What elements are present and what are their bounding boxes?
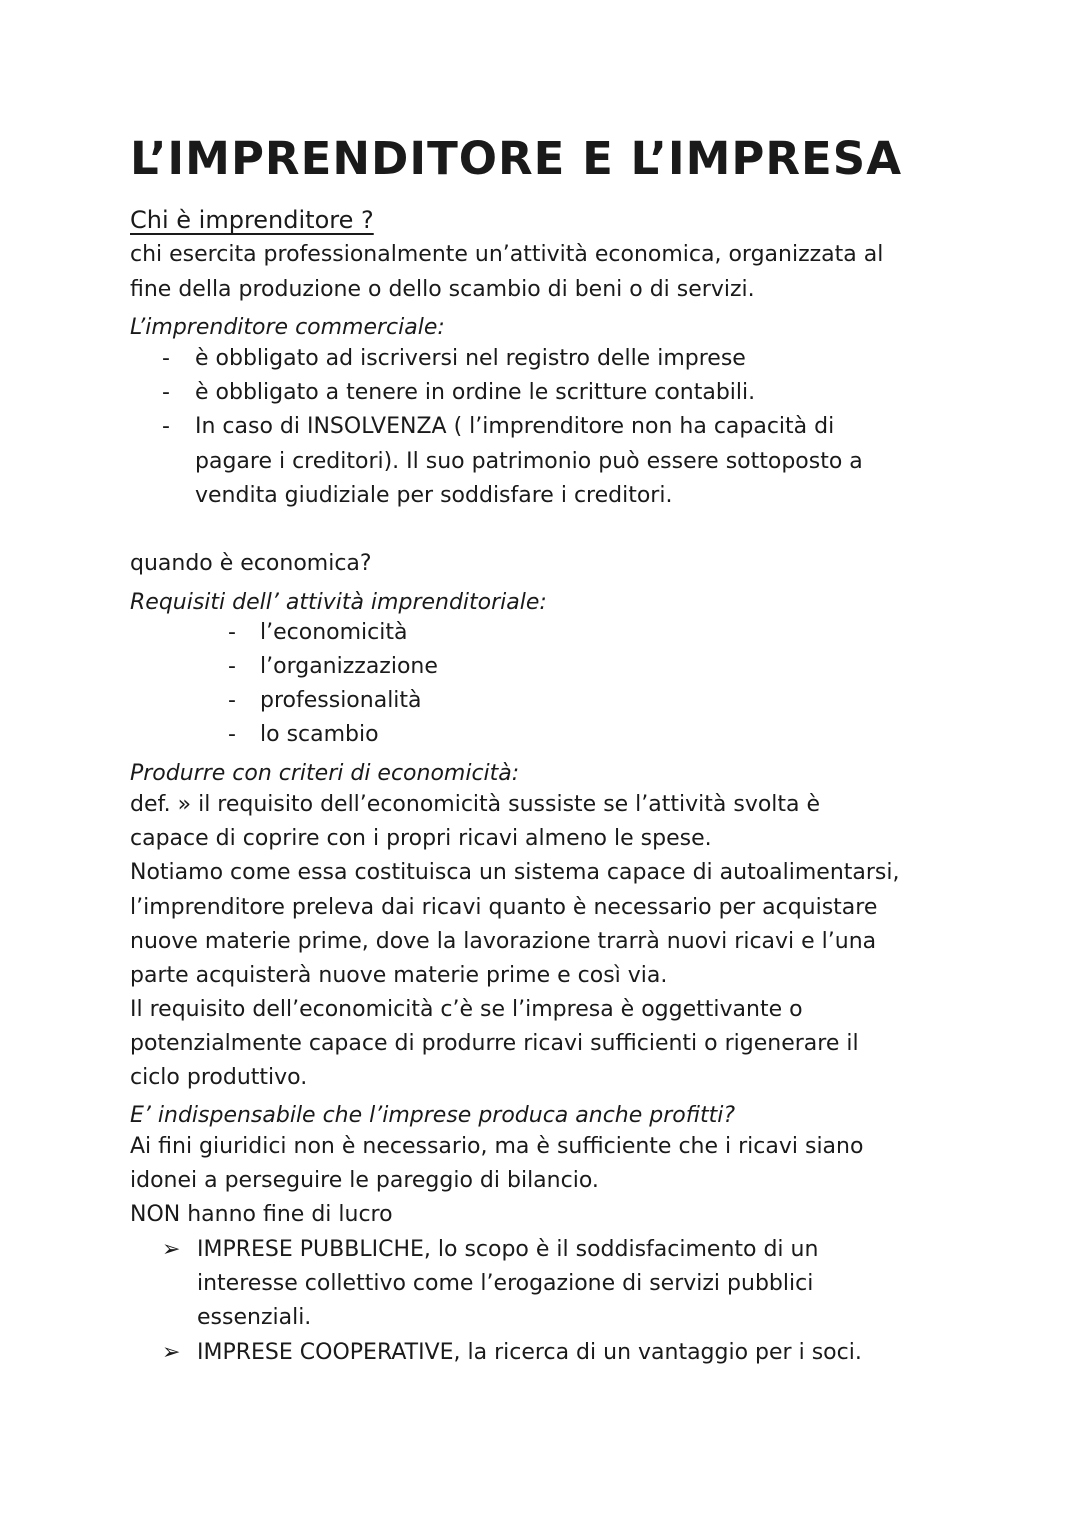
subheading-profitti: E’ indispensabile che l’imprese produca anche profitti? (130, 1103, 735, 1128)
paragraph-line: potenzialmente capace di produrre ricavi sufficienti o rigenerare il (130, 1031, 859, 1056)
requirement-item: l’organizzazione (260, 654, 438, 679)
paragraph-line: Notiamo come essa costituisca un sistema capace di autoalimentarsi, (130, 860, 900, 885)
definition-line: fine della produzione o dello scambio di beni o di servizi. (130, 277, 755, 302)
paragraph-line: Il requisito dell’economicità c’è se l’impresa è oggettivante o (130, 997, 803, 1022)
bullet-dash: - (162, 380, 170, 405)
page-title: L’IMPRENDITORE E L’IMPRESA (130, 132, 903, 185)
paragraph-line: NON hanno fine di lucro (130, 1202, 393, 1227)
list-item: è obbligato a tenere in ordine le scritture contabili. (195, 380, 756, 405)
arrow-bullet-icon: ➢ (162, 1340, 181, 1365)
subheading-produrre: Produrre con criteri di economicità: (130, 761, 520, 786)
paragraph-line: l’imprenditore preleva dai ricavi quanto è necessario per acquistare (130, 895, 878, 920)
paragraph-line: idonei a perseguire le pareggio di bilancio. (130, 1168, 599, 1193)
bullet-dash: - (162, 414, 170, 439)
list-item: In caso di INSOLVENZA ( l’imprenditore non ha capacità di (195, 414, 835, 439)
requirement-item: l’economicità (260, 620, 408, 645)
bullet-dash: - (228, 620, 236, 645)
paragraph-line: def. » il requisito dell’economicità sussiste se l’attività svolta è (130, 792, 821, 817)
definition-line: chi esercita professionalmente un’attività economica, organizzata al (130, 242, 884, 267)
bullet-dash: - (228, 654, 236, 679)
list-item-continuation: pagare i creditori). Il suo patrimonio può essere sottoposto a (195, 449, 863, 474)
question-line: quando è economica? (130, 551, 372, 576)
requirement-item: lo scambio (260, 722, 379, 747)
bullet-dash: - (228, 688, 236, 713)
arrow-bullet-icon: ➢ (162, 1237, 181, 1262)
bullet-dash: - (162, 346, 170, 371)
paragraph-line: parte acquisterà nuove materie prime e così via. (130, 963, 668, 988)
bullet-dash: - (228, 722, 236, 747)
paragraph-line: ciclo produttivo. (130, 1065, 308, 1090)
list-item-continuation: interesse collettivo come l’erogazione di servizi pubblici (197, 1271, 814, 1296)
list-item-continuation: essenziali. (197, 1305, 312, 1330)
list-item-continuation: vendita giudiziale per soddisfare i creditori. (195, 483, 673, 508)
requirement-item: professionalità (260, 688, 422, 713)
section-heading-chi-e-imprenditore: Chi è imprenditore ? (130, 206, 374, 234)
paragraph-line: Ai fini giuridici non è necessario, ma è sufficiente che i ricavi siano (130, 1134, 864, 1159)
paragraph-line: nuove materie prime, dove la lavorazione trarrà nuovi ricavi e l’una (130, 929, 877, 954)
paragraph-line: capace di coprire con i propri ricavi almeno le spese. (130, 826, 712, 851)
list-item: IMPRESE PUBBLICHE, lo scopo è il soddisfacimento di un (197, 1237, 819, 1262)
list-item: IMPRESE COOPERATIVE, la ricerca di un vantaggio per i soci. (197, 1340, 862, 1365)
subheading-imprenditore-commerciale: L’imprenditore commerciale: (130, 315, 445, 340)
list-item: è obbligato ad iscriversi nel registro delle imprese (195, 346, 746, 371)
subheading-requisiti: Requisiti dell’ attività imprenditoriale: (130, 590, 547, 615)
